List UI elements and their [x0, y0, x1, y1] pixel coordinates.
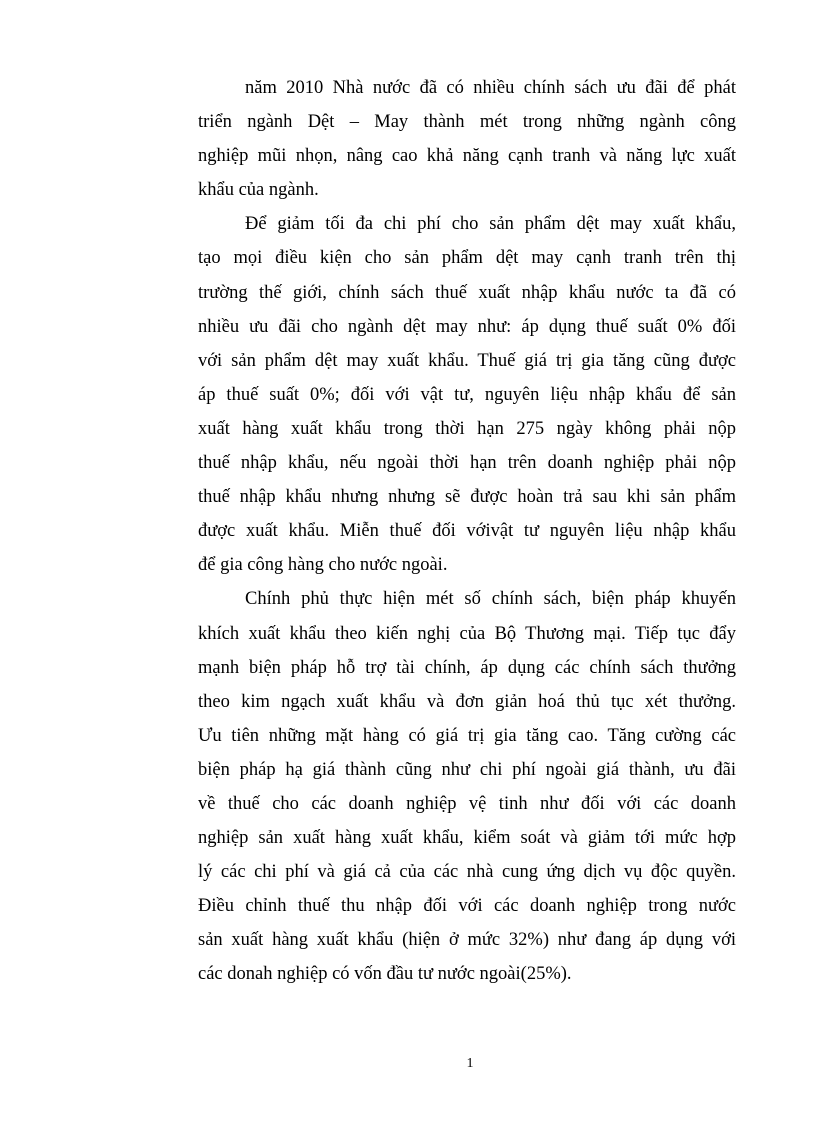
text-line: để gia công hàng cho nước ngoài. [198, 555, 448, 576]
text-line: theo kim ngạch xuất khẩu và đơn giản hoá thủ tục xét thưởng. [198, 691, 736, 712]
text-line: khẩu của ngành. [198, 180, 319, 201]
text-line: Ưu tiên những mặt hàng có giá trị gia tăng cao. Tăng cường các [198, 725, 736, 746]
text-line: tạo mọi điều kiện cho sản phẩm dệt may cạnh tranh trên thị [198, 248, 736, 269]
page-number: 1 [466, 1056, 474, 1071]
text-line: Để giảm tối đa chi phí cho sản phẩm dệt may xuất khẩu, [245, 214, 736, 235]
body-text [198, 71, 736, 992]
text-line: xuất hàng xuất khẩu trong thời hạn 275 ngày không phải nộp [198, 418, 736, 439]
text-line: biện pháp hạ giá thành cũng như chi phí ngoài giá thành, ưu đãi [198, 759, 736, 780]
text-line: thuế nhập khẩu nhưng nhưng sẽ được hoàn trả sau khi sản phẩm [198, 487, 736, 508]
text-line: Chính phủ thực hiện mét số chính sách, biện pháp khuyến [245, 589, 736, 610]
text-line: nhiều ưu đãi cho ngành dệt may như: áp dụng thuế suất 0% đối [198, 316, 736, 337]
text-line: thuế nhập khẩu, nếu ngoài thời hạn trên doanh nghiệp phải nộp [198, 453, 736, 474]
text-line: trường thế giới, chính sách thuế xuất nhập khẩu nước ta đã có [198, 282, 736, 303]
text-line: về thuế cho các doanh nghiệp vệ tinh như đối với các doanh [198, 793, 736, 814]
text-line: với sản phẩm dệt may xuất khẩu. Thuế giá trị gia tăng cũng được [198, 350, 736, 371]
paragraph-3 [198, 582, 736, 991]
text-line: nghiệp mũi nhọn, nâng cao khả năng cạnh tranh và năng lực xuất [198, 146, 736, 167]
text-line: khích xuất khẩu theo kiến nghị của Bộ Thương mại. Tiếp tục đẩy [198, 623, 736, 644]
text-line: mạnh biện pháp hỗ trợ tài chính, áp dụng các chính sách thưởng [198, 657, 736, 678]
paragraph-1 [198, 71, 736, 207]
text-line: nghiệp sản xuất hàng xuất khẩu, kiểm soát và giảm tới mức hợp [198, 828, 736, 849]
text-line: được xuất khẩu. Miễn thuế đối vớivật tư nguyên liệu nhập khẩu [198, 521, 736, 542]
text-line: lý các chi phí và giá cả của các nhà cung ứng dịch vụ độc quyền. [198, 862, 736, 883]
paragraph-2 [198, 207, 736, 582]
text-line: sản xuất hàng xuất khẩu (hiện ở mức 32%) như đang áp dụng với [198, 930, 736, 951]
text-line: Điều chỉnh thuế thu nhập đối với các doanh nghiệp trong nước [198, 896, 736, 917]
text-line: áp thuế suất 0%; đối với vật tư, nguyên liệu nhập khẩu để sản [198, 384, 736, 405]
text-line: năm 2010 Nhà nước đã có nhiều chính sách ưu đãi để phát [245, 78, 736, 98]
text-line: các donah nghiệp có vốn đầu tư nước ngoài(25%). [198, 964, 572, 985]
text-line: triển ngành Dệt – May thành mét trong những ngành công [198, 112, 736, 133]
